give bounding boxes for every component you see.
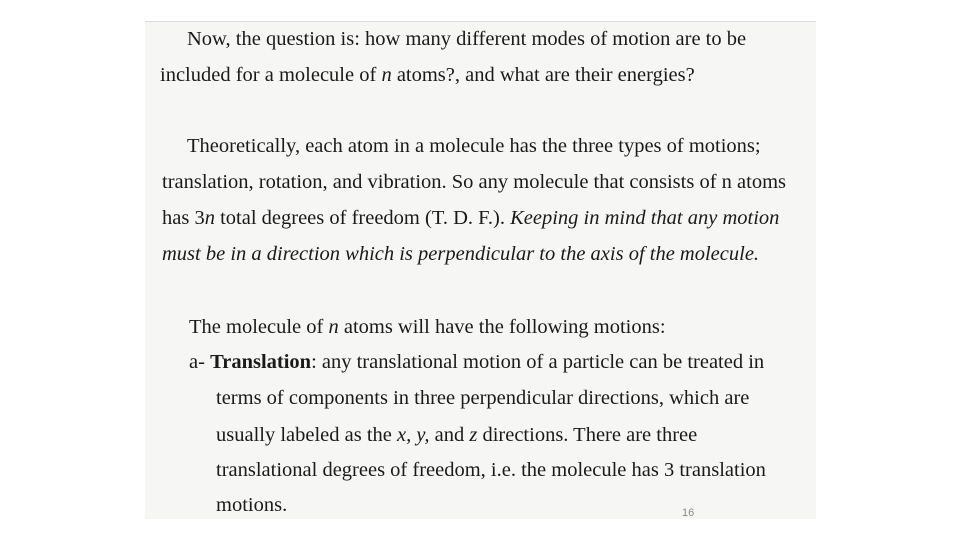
text-run: The molecule of (189, 316, 329, 338)
text-run: included for a molecule of (160, 64, 382, 86)
text-run: has 3 (162, 207, 205, 229)
text-line (162, 242, 759, 266)
scanned-page (145, 21, 816, 519)
text-run: atoms will have the following motions: (338, 316, 666, 338)
text-run: translational degrees of freedom, i.e. the molecule has 3 translation (216, 459, 766, 481)
text-run: : any translational motion of a particle can be treated in (311, 351, 765, 373)
text-line (162, 206, 779, 230)
text-line (187, 27, 746, 51)
text-run: directions. There are three (477, 424, 698, 446)
text-run: total degrees of freedom (T. D. F.). (214, 207, 511, 229)
text-run: Now, the question is: how many different modes of motion are to be (187, 28, 747, 50)
text-line (216, 493, 287, 517)
italic-variable: z (469, 424, 478, 446)
text-line (216, 458, 766, 482)
text-line (187, 134, 761, 158)
italic-variable: n (328, 316, 339, 338)
italic-emphasis: must be in a direction which is perpendicular to the axis of the molecule. (162, 243, 760, 265)
text-line (189, 350, 764, 374)
text-line (162, 170, 786, 194)
text-line (160, 63, 695, 87)
text-run: terms of components in three perpendicular directions, which are (216, 387, 750, 409)
text-run: and (429, 424, 470, 446)
page-number: 16 (682, 507, 695, 519)
italic-variable: x, y, (397, 424, 430, 446)
text-line (189, 315, 666, 339)
list-marker: a- (189, 351, 205, 373)
text-line (216, 386, 749, 410)
italic-variable: n (204, 207, 215, 229)
text-run: motions. (216, 494, 288, 516)
text-run: Theoretically, each atom in a molecule has the three types of motions; (187, 135, 761, 157)
text-line (216, 423, 697, 447)
text-run: usually labeled as the (216, 424, 398, 446)
italic-emphasis: Keeping in mind that any motion (510, 207, 780, 229)
text-run: atoms?, and what are their energies? (391, 64, 695, 86)
italic-variable: n (381, 64, 392, 86)
bold-term: Translation (210, 351, 312, 373)
text-run: translation, rotation, and vibration. So any molecule that consists of n atoms (162, 171, 786, 193)
